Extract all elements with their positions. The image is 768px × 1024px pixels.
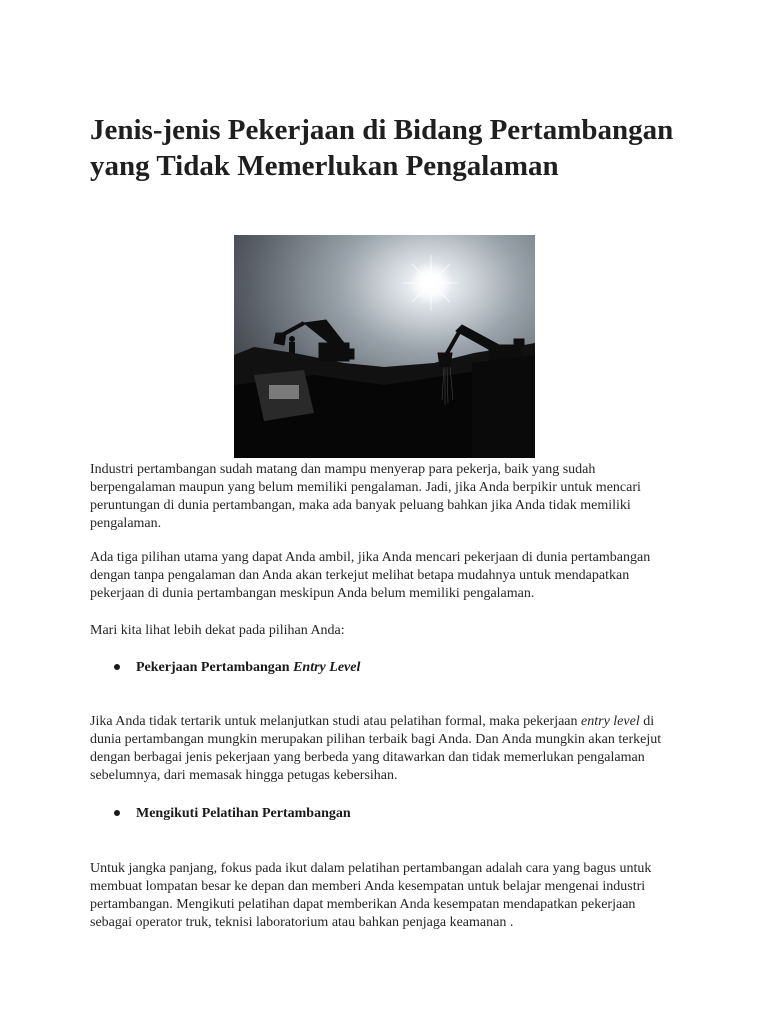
bullet-icon	[114, 664, 120, 670]
mining-photo	[234, 235, 535, 458]
bullet-icon	[114, 810, 120, 816]
paragraph-entry-level-after: di dunia pertambangan mungkin merupakan pilihan terbaik bagi Anda. Dan Anda mungkin akan terkejut dengan berbagai jenis pekerjaan yang berbeda yang ditawarkan dan tidak memerlukan pengalaman sebelumnya, dari memasak hingga petugas kebersihan.	[90, 714, 662, 783]
paragraph-options: Ada tiga pilihan utama yang dapat Anda ambil, jika Anda mencari pekerjaan di dunia pertambangan dengan tanpa pengalaman dan Anda akan terkejut melihat betapa mudahnya untuk mendapatkan pekerjaan di dunia pertambangan meskipun Anda belum memiliki pengalaman.	[90, 550, 651, 601]
bullet-training	[114, 805, 351, 823]
excavator-silhouette-image	[234, 235, 535, 458]
paragraph-training: Untuk jangka panjang, fokus pada ikut dalam pelatihan pertambangan adalah cara yang bagus untuk membuat lompatan besar ke depan dan memberi Anda kesempatan untuk belajar mengenai industri pertambangan. Mengikuti pelatihan dapat memberikan Anda kesempatan mendapatkan pekerjaan sebagai operator truk, teknisi laboratorium atau bahkan penjaga keamanan .	[90, 861, 652, 930]
bullet-entry-level	[114, 659, 360, 677]
bullet-entry-level-text: Pekerjaan Pertambangan	[136, 660, 294, 675]
paragraph-entry-level-italic: entry level	[581, 714, 640, 729]
paragraph-entry-level-before: Jika Anda tidak tertarik untuk melanjutkan studi atau pelatihan formal, maka pekerjaan	[90, 714, 582, 729]
paragraph-entry-level	[90, 713, 678, 785]
paragraph-intro: Industri pertambangan sudah matang dan mampu menyerap para pekerja, baik yang sudah berpengalaman maupun yang belum memiliki pengalaman. Jadi, jika Anda berpikir untuk mencari peruntungan di dunia pertambangan, maka ada banyak peluang bahkan jika Anda tidak memiliki pengalaman.	[90, 462, 641, 531]
bullet-entry-level-italic: Entry Level	[293, 660, 361, 675]
bullet-training-text: Mengikuti Pelatihan Pertambangan	[136, 806, 351, 821]
paragraph-lead-in: Mari kita lihat lebih dekat pada pilihan Anda:	[90, 623, 345, 638]
article-title: Jenis-jenis Pekerjaan di Bidang Pertambangan yang Tidak Memerlukan Pengalaman	[90, 114, 674, 182]
